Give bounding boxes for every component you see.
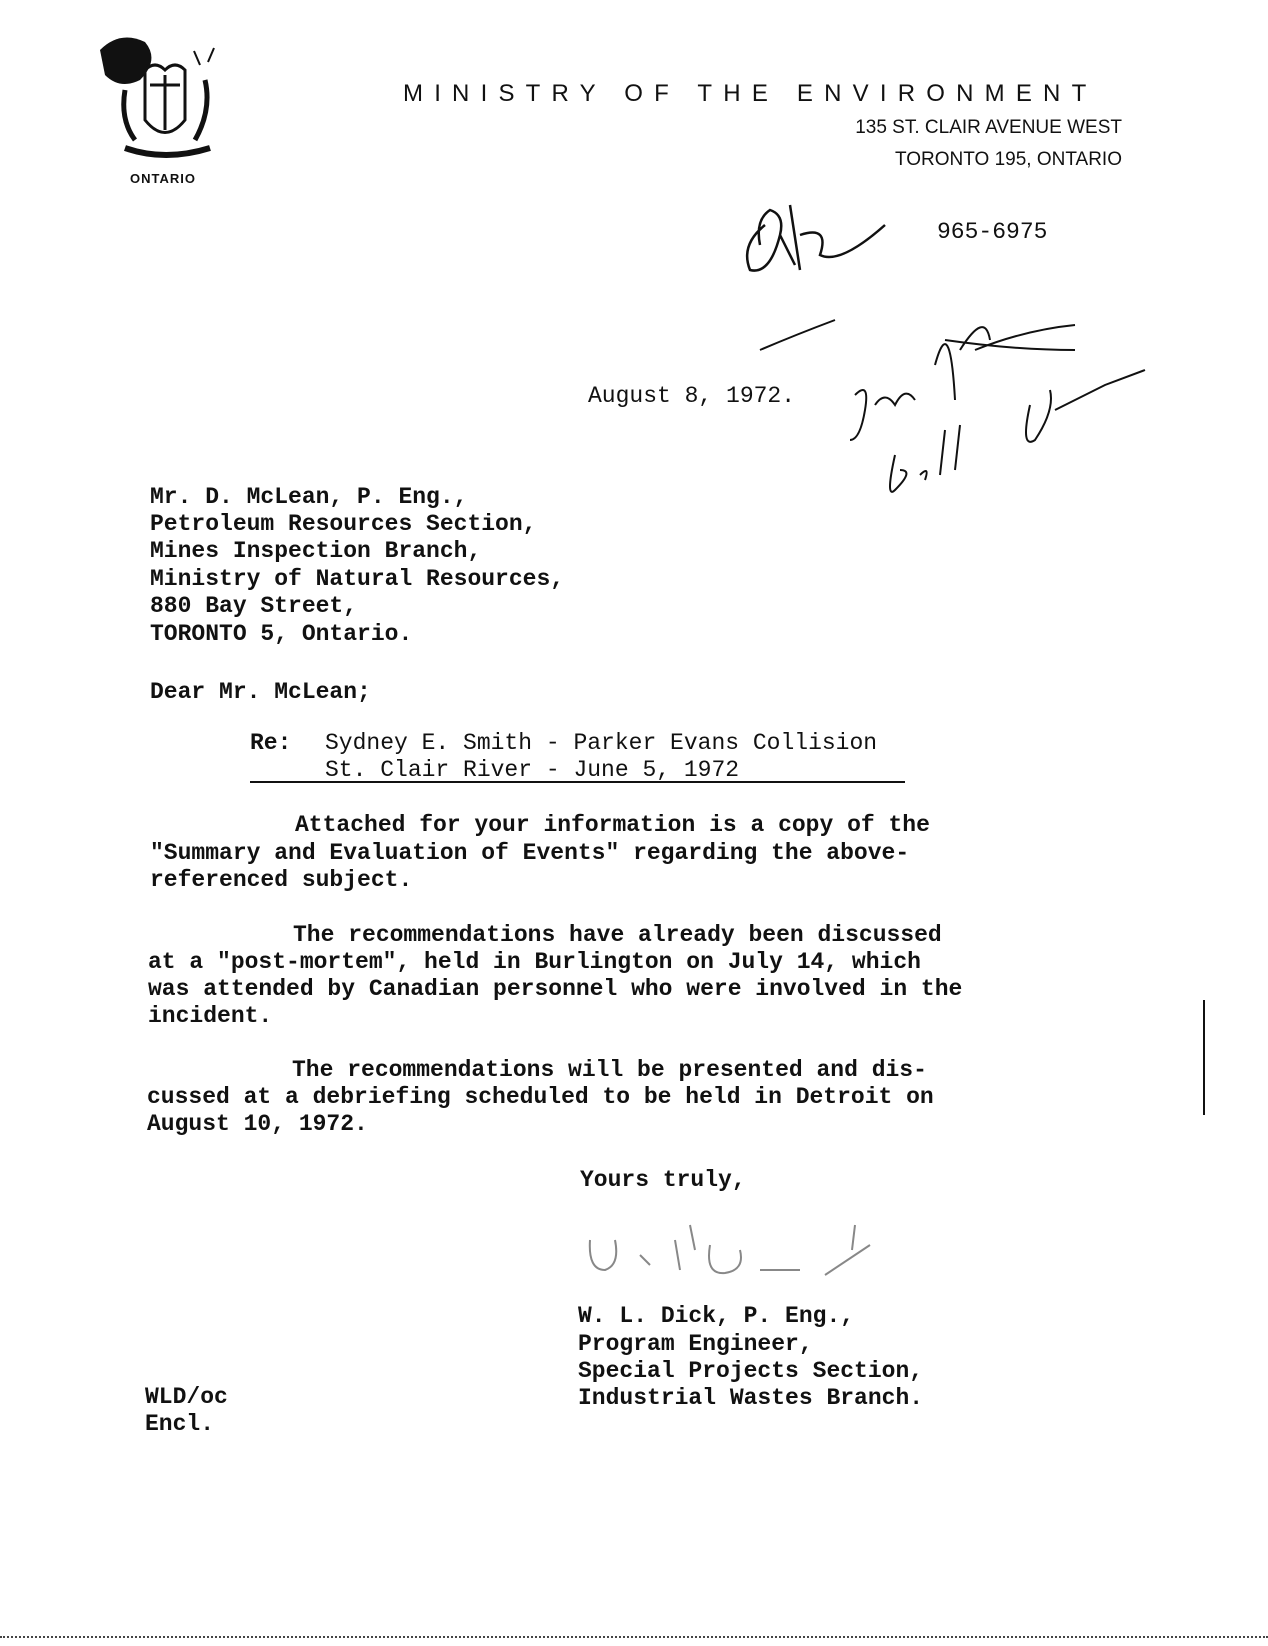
signature-line: W. L. Dick, P. Eng., <box>578 1303 855 1329</box>
reference-initials: WLD/oc <box>145 1384 228 1410</box>
salutation: Dear Mr. McLean; <box>150 679 371 705</box>
recipient-line: Petroleum Resources Section, <box>150 511 537 537</box>
body-line: The recommendations have already been discussed <box>293 922 942 948</box>
scan-mark <box>1203 1000 1205 1115</box>
body-line: was attended by Canadian personnel who were involved in the <box>148 976 963 1002</box>
enclosure-note: Encl. <box>145 1411 215 1437</box>
recipient-line: Ministry of Natural Resources, <box>150 566 565 592</box>
signature <box>580 1215 880 1290</box>
body-line: Attached for your information is a copy of the <box>295 812 930 838</box>
body-line: cussed at a debriefing scheduled to be held in Detroit on <box>147 1084 934 1110</box>
handwritten-initials <box>740 195 900 285</box>
subject-line-2: St. Clair River - June 5, 1972 <box>325 757 740 783</box>
address-line-1: 135 ST. CLAIR AVENUE WEST <box>855 117 1122 138</box>
body-line: August 10, 1972. <box>147 1111 368 1137</box>
subject-line-1: Sydney E. Smith - Parker Evans Collision <box>325 730 878 756</box>
crest-label: ONTARIO <box>130 171 196 186</box>
recipient-line: 880 Bay Street, <box>150 593 358 619</box>
signature-line: Industrial Wastes Branch. <box>578 1385 924 1411</box>
ministry-title: MINISTRY OF THE ENVIRONMENT <box>403 80 1098 107</box>
body-line: referenced subject. <box>150 867 413 893</box>
body-line: incident. <box>148 1003 273 1029</box>
phone-number: 965-6975 <box>937 219 1048 245</box>
recipient-line: Mr. D. McLean, P. Eng., <box>150 484 468 510</box>
subject-prefix: Re: <box>250 730 292 756</box>
recipient-line: TORONTO 5, Ontario. <box>150 621 413 647</box>
body-line: "Summary and Evaluation of Events" regarding the above- <box>150 840 910 866</box>
closing: Yours truly, <box>580 1167 746 1193</box>
body-line: at a "post-mortem", held in Burlington on July 14, which <box>148 949 921 975</box>
signature-line: Special Projects Section, <box>578 1358 924 1384</box>
subject-underline <box>250 781 905 783</box>
handwritten-note <box>755 290 1185 510</box>
recipient-line: Mines Inspection Branch, <box>150 538 482 564</box>
scan-edge <box>0 1636 1268 1638</box>
body-line: The recommendations will be presented and dis- <box>292 1057 927 1083</box>
ontario-crest-logo <box>100 30 230 170</box>
letter-date: August 8, 1972. <box>588 383 796 409</box>
signature-line: Program Engineer, <box>578 1331 813 1357</box>
address-line-2: TORONTO 195, ONTARIO <box>895 149 1122 170</box>
